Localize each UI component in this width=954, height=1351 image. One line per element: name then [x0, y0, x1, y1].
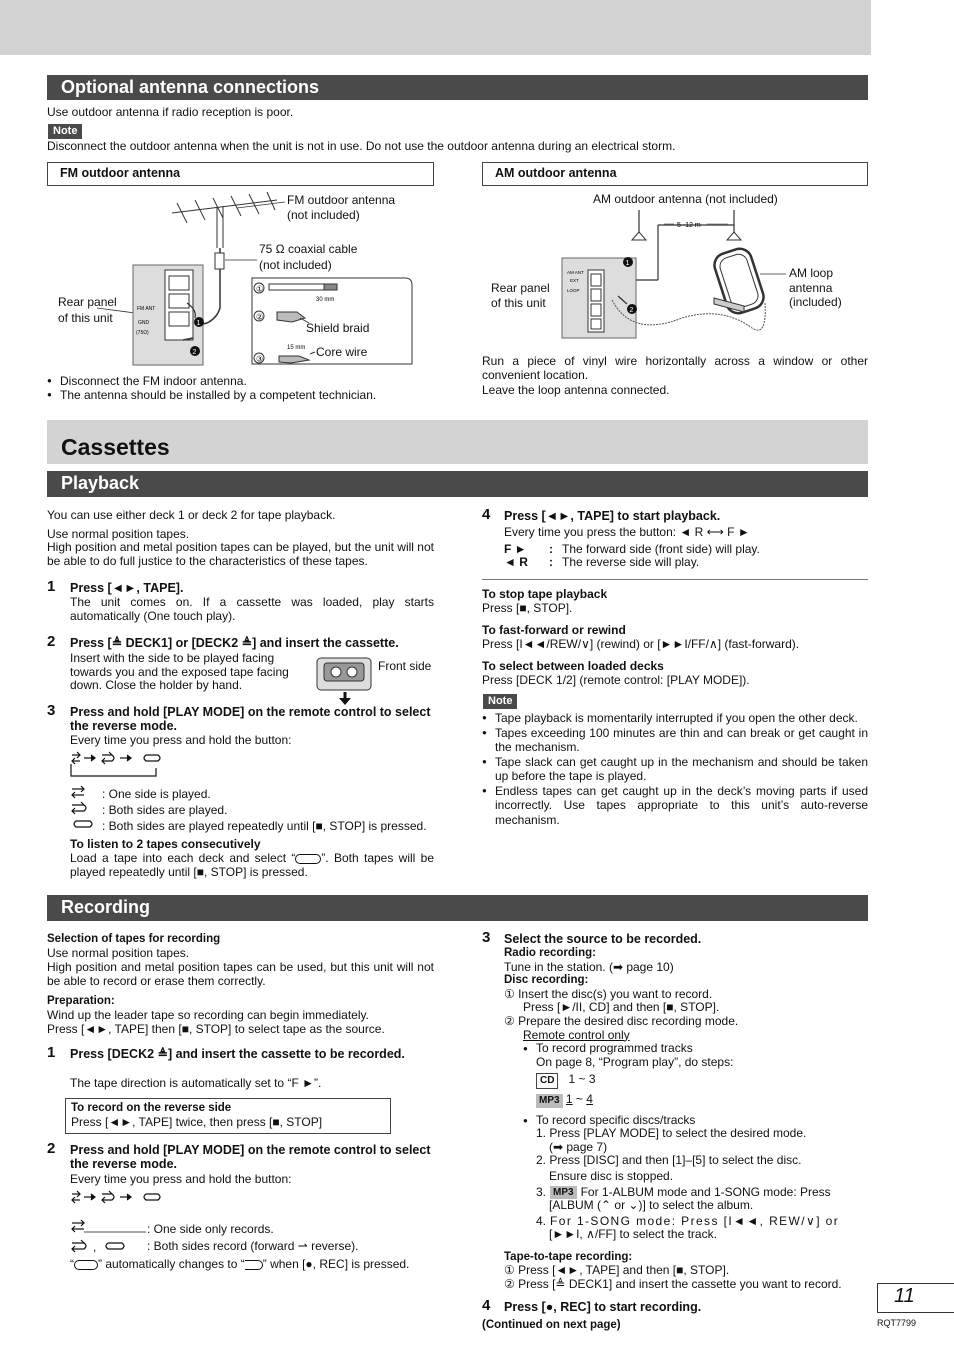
top-banner: [0, 0, 871, 55]
fm-cable-label-line1: 75 Ω coaxial cable: [259, 242, 358, 256]
rec-step2-heading: Press and hold [PLAY MODE] on the remote control to select the reverse mode.: [70, 1143, 431, 1171]
am-loop-label-line1: AM loop: [789, 266, 834, 280]
am-loop-label: [789, 266, 842, 310]
reverse-side-box: [65, 1098, 391, 1134]
fm-antenna-label-line2: (not included): [287, 207, 360, 222]
select-deck-body: Press [DECK 1/2] (remote control: [PLAY MODE]).: [482, 673, 750, 687]
svg-text:EXT: EXT: [570, 278, 579, 283]
rec-step3-body: [504, 947, 868, 1292]
fm-cable-label: [259, 241, 357, 273]
pb-step1-number: 1: [47, 578, 56, 595]
am-heading: AM outdoor antenna: [482, 162, 868, 186]
cd-steps: 1 ~ 3: [568, 1072, 596, 1087]
two-tapes-heading: To listen to 2 tapes consecutively: [70, 837, 261, 851]
reverse-side-body: Press [◄►, TAPE] twice, then press [■, STOP]: [71, 1115, 323, 1129]
fm-antenna-label: [287, 193, 395, 222]
both-sides-icon: [245, 1260, 263, 1270]
rec-auto-a: “: [70, 1257, 74, 1271]
svg-text:1: 1: [196, 320, 201, 327]
rec-step3-heading: Select the source to be recorded.: [504, 932, 702, 946]
rec-auto-c: ” when [●, REC] is pressed.: [262, 1257, 410, 1271]
front-side-label: Front side: [378, 659, 432, 673]
fm-shield-label: Shield braid: [306, 321, 370, 335]
pb-step2-heading: Press [≜ DECK1] or [DECK2 ≜] and insert the cassette.: [70, 636, 399, 650]
playback-note-1: ● Tape playback is momentarily interrupted if you open the other deck.: [482, 711, 868, 726]
rec-step1-body: The tape direction is automatically set to “F ►”.: [70, 1076, 322, 1090]
note-tag: Note: [483, 694, 517, 709]
two-tapes-body-a: Load a tape into each deck and select “: [70, 851, 296, 865]
rec-selection-p2: High position and metal position tapes can be used, but this unit will not be able to record or erase them correctly.: [47, 960, 434, 988]
section-title-antenna: Optional antenna connections: [47, 75, 868, 100]
rec-mode-one: : One side only records.: [147, 1222, 274, 1236]
am-rear-panel-label: [491, 281, 550, 311]
svg-text:FM ANT: FM ANT: [137, 306, 156, 312]
divider: [482, 579, 868, 580]
playback-note-3: ● Tape slack can get caught up in the mechanism and should be taken up before the tape is played.: [482, 755, 868, 784]
svg-text:2: 2: [192, 349, 197, 356]
pb-step3-heading: Press and hold [PLAY MODE] on the remote control to select the reverse mode.: [70, 705, 431, 733]
spec-1b: (➡ page 7): [549, 1139, 608, 1154]
reverse-mode-cycle-icon: [68, 748, 178, 780]
svg-text:5 -12 m: 5 -12 m: [677, 222, 701, 229]
fm-rear-label-line2: of this unit: [58, 311, 113, 325]
spec-2a: 2. Press [DISC] and then [1]–[5] to select the disc.: [536, 1153, 802, 1168]
playback-p2: Use normal position tapes.: [47, 526, 190, 541]
svg-text:GND: GND: [138, 320, 150, 326]
disc-rec-heading: Disc recording:: [504, 974, 589, 987]
spec-4-num: 4.: [536, 1213, 547, 1228]
fm-cable-label-line2: (not included): [259, 258, 332, 272]
two-tapes-body: [70, 851, 434, 879]
radio-rec-body: Tune in the station. (➡ page 10): [504, 959, 674, 974]
continued-label: (Continued on next page): [482, 1319, 621, 1331]
playback-note-label: [483, 693, 517, 709]
disc-rec-1b: Press [►/II, CD] and then [■, STOP].: [523, 1000, 720, 1015]
am-loop-label-line2: antenna: [789, 280, 833, 295]
spec-1a: 1. Press [PLAY MODE] to select the desired mode.: [536, 1126, 807, 1141]
am-rear-label-line2: of this unit: [491, 296, 546, 310]
stop-heading: To stop tape playback: [482, 587, 608, 601]
am-text-2: Leave the loop antenna connected.: [482, 383, 670, 397]
disc-rec-2: ② Prepare the desired disc recording mode.: [504, 1013, 739, 1028]
spec-3-num: 3.: [536, 1184, 547, 1199]
pb-step1-body: The unit comes on. If a cassette was loaded, play starts automatically (One touch play).: [70, 595, 434, 623]
repeat-mode-icon: [74, 1260, 98, 1270]
playback-notes: [482, 711, 868, 827]
spec-3a: For 1-ALBUM mode and 1-SONG mode: Press: [580, 1184, 831, 1199]
spec-3b: [ALBUM (⌃ or ⌄)] to select the album.: [549, 1198, 754, 1213]
svg-text:①: ①: [256, 284, 264, 294]
rec-step1-heading: Press [DECK2 ≜] and insert the cassette to be recorded.: [70, 1047, 405, 1061]
rec-prep-p2: Press [◄►, TAPE] then [■, STOP] to select tape as the source.: [47, 1022, 385, 1036]
prog-tracks: ● To record programmed tracks: [523, 1042, 868, 1056]
prog-tracks-body: On page 8, “Program play”, do steps:: [536, 1054, 734, 1069]
svg-text:LOOP: LOOP: [567, 288, 580, 293]
mp3-steps-row: [504, 1093, 868, 1108]
remote-only: Remote control only: [523, 1027, 630, 1042]
rec-mode-both: : Both sides record (forward ⇀ reverse).: [147, 1239, 359, 1253]
pb-step4-f-colon: :: [549, 542, 553, 556]
select-deck-heading: To select between loaded decks: [482, 659, 664, 673]
recording-left-column: [47, 932, 434, 1036]
fm-bullet-2: ● The antenna should be installed by a competent technician.: [47, 388, 437, 402]
fm-bullet-1: ● Disconnect the FM indoor antenna.: [47, 374, 437, 388]
pb-step4-r-key: ◄ R: [504, 555, 528, 569]
reverse-side-heading: To record on the reverse side: [71, 1102, 232, 1114]
t2t-heading: Tape-to-tape recording:: [504, 1250, 633, 1263]
section-title-recording: Recording: [47, 895, 868, 921]
rec-auto-change: [70, 1257, 409, 1271]
svg-text:15 mm: 15 mm: [287, 345, 306, 351]
rec-prep-heading: Preparation:: [47, 995, 115, 1007]
rec-mode-comma: ,: [93, 1240, 97, 1254]
pb-step4-body: Every time you press the button: ◄ R ⟷ F ►: [504, 525, 750, 539]
rec-selection-p1: Use normal position tapes.: [47, 946, 190, 960]
fm-antenna-label-line1: FM outdoor antenna: [287, 193, 396, 207]
radio-rec-heading: Radio recording:: [504, 947, 597, 959]
pb-step1-heading: Press [◄►, TAPE].: [70, 581, 184, 595]
antenna-intro: Use outdoor antenna if radio reception is poor.: [47, 105, 294, 119]
note-tag: Note: [48, 124, 82, 139]
pb-step2-body: Insert with the side to be played facing towards you and the exposed tape facing down. Close the holder by hand.: [70, 651, 289, 692]
page-number: 11: [877, 1283, 954, 1313]
am-antenna-label: AM outdoor antenna (not included): [593, 192, 778, 206]
spec-3-row: [504, 1186, 868, 1200]
fm-rear-label-line1: Rear panel: [58, 295, 117, 309]
section-title-playback: Playback: [47, 471, 868, 497]
spec-3-tag: MP3: [550, 1186, 577, 1199]
fm-core-label: Core wire: [316, 345, 368, 359]
note-label: [48, 123, 82, 139]
rec-step2-number: 2: [47, 1140, 56, 1157]
pb-step3-body: Every time you press and hold the button:: [70, 733, 292, 747]
pb-step4-number: 4: [482, 506, 491, 523]
spec-tracks: ● To record specific discs/tracks: [523, 1114, 868, 1128]
t2t-2: ② Press [≜ DECK1] and insert the cassette you want to record.: [504, 1277, 842, 1292]
rec-step2-body: Every time you press and hold the button:: [70, 1172, 292, 1186]
mode-icons-playback: [70, 784, 100, 832]
pb-step2-number: 2: [47, 633, 56, 650]
rec-step3-number: 3: [482, 929, 491, 946]
ff-body: Press [I◄◄/REW/∨] (rewind) or [►►I/FF/∧] (fast-forward).: [482, 637, 800, 651]
antenna-note-text: Disconnect the outdoor antenna when the unit is not in use. Do not use the outdoor antenna during an electrical storm.: [47, 139, 676, 153]
rec-prep-p1: Wind up the leader tape so recording can begin immediately.: [47, 1008, 369, 1022]
pb-mode-one: : One side is played.: [102, 787, 211, 801]
svg-text:30 mm: 30 mm: [316, 297, 335, 303]
playback-p1: You can use either deck 1 or deck 2 for tape playback.: [47, 508, 336, 522]
rec-step1-number: 1: [47, 1044, 56, 1061]
mp3-steps-a: 1: [565, 1091, 573, 1106]
spec-4b: [►►I, ∧/FF] to select the track.: [549, 1227, 717, 1242]
mp3-steps-b: 4: [586, 1091, 593, 1106]
am-loop-label-line3: (included): [789, 295, 842, 309]
svg-text:(75Ω): (75Ω): [136, 330, 149, 336]
svg-text:2: 2: [629, 307, 634, 314]
stop-body: Press [■, STOP].: [482, 601, 573, 615]
rec-reverse-mode-cycle-icon: [68, 1187, 178, 1219]
rec-mode-icons: [70, 1218, 150, 1256]
t2t-1: ① Press [◄►, TAPE] and then [■, STOP].: [504, 1263, 730, 1278]
two-tapes-body-b: ”. Both tapes will be played repeatedly until [■, STOP] is pressed.: [70, 851, 434, 879]
rec-selection-heading: Selection of tapes for recording: [47, 933, 221, 945]
spec-4-row: [504, 1215, 868, 1229]
pb-mode-both: : Both sides are played.: [102, 803, 228, 817]
spec-2b: Ensure disc is stopped.: [549, 1168, 674, 1183]
playback-note-4: ● Endless tapes can get caught up in the deck’s moving parts if used incorrectly. Use tapes appropriate to this unit’s auto-reverse mechanism.: [482, 784, 868, 828]
mp3-tag: MP3: [536, 1094, 563, 1108]
playback-p3: High position and metal position tapes can be played, but the unit will not be able to do full justice to the characteristics of these tapes.: [47, 540, 434, 568]
fm-rear-panel-label: [58, 294, 117, 326]
pb-step4-r-colon: :: [549, 555, 553, 569]
rec-step4-heading: Press [●, REC] to start recording.: [504, 1300, 702, 1314]
repeat-mode-icon: [295, 854, 321, 864]
cassette-insert-icon: [314, 652, 376, 707]
pb-step4-f-key: F ►: [504, 542, 527, 556]
svg-text:AM ANT: AM ANT: [567, 270, 584, 275]
pb-step3-number: 3: [47, 702, 56, 719]
fm-yagi-icon: [172, 192, 277, 248]
fm-heading: FM outdoor antenna: [47, 162, 434, 186]
pb-step4-f-val: The forward side (front side) will play.: [562, 542, 760, 556]
rec-step4-number: 4: [482, 1297, 491, 1314]
pb-step4-r-val: The reverse side will play.: [562, 555, 700, 569]
am-rear-label-line1: Rear panel: [491, 281, 550, 295]
cd-steps-row: [504, 1073, 868, 1089]
playback-note-2: ● Tapes exceeding 100 minutes are thin and can break or get caught in the mechanism.: [482, 726, 868, 755]
disc-rec-1a: ① Insert the disc(s) you want to record.: [504, 986, 713, 1001]
pb-mode-repeat: : Both sides are played repeatedly until [■, STOP] is pressed.: [102, 819, 427, 833]
doc-code: RQT7799: [877, 1318, 917, 1328]
playback-left-column: [47, 509, 434, 568]
ff-heading: To fast-forward or rewind: [482, 623, 626, 637]
svg-text:1: 1: [625, 260, 630, 267]
svg-text:②: ②: [256, 312, 264, 322]
cd-tag: CD: [536, 1073, 558, 1089]
spec-4a: For 1-SONG mode: Press [I◄◄, REW/∨] or: [550, 1213, 840, 1228]
fm-bullets: [47, 374, 437, 402]
pb-step4-heading: Press [◄►, TAPE] to start playback.: [504, 509, 721, 523]
mp3-steps-sep: ~: [572, 1091, 587, 1106]
am-text-1: Run a piece of vinyl wire horizontally across a window or other convenient location.: [482, 354, 868, 382]
rec-auto-b: ” automatically changes to “: [98, 1257, 245, 1271]
svg-text:③: ③: [256, 354, 264, 364]
section-title-cassettes: Cassettes: [47, 420, 868, 464]
